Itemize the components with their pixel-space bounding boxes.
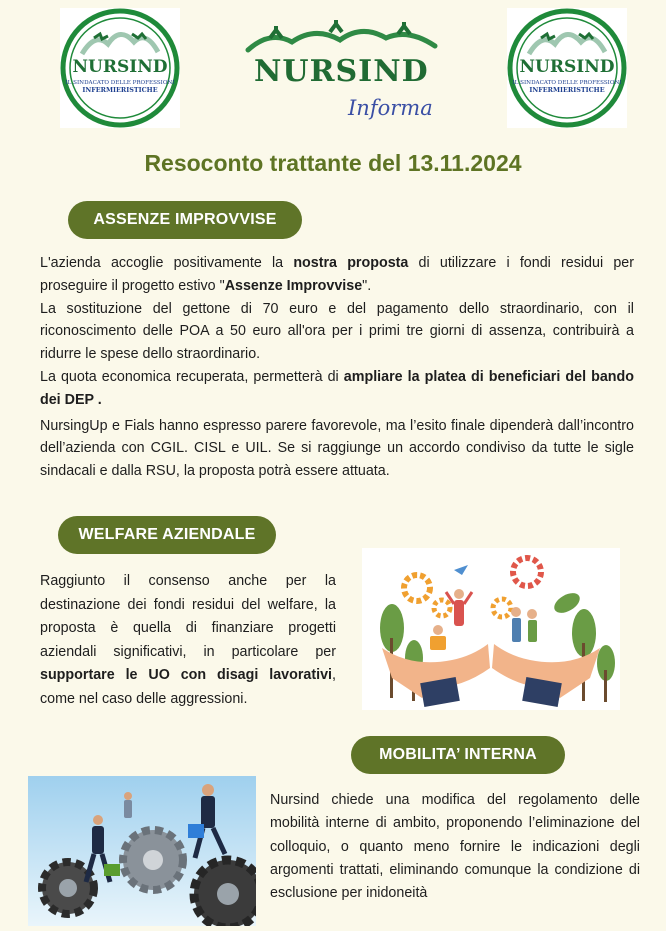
nursind-seal-icon: [507, 8, 627, 128]
welfare-illustration: [362, 548, 620, 710]
section-heading-assenze: ASSENZE IMPROVVISE: [68, 201, 302, 239]
section-body-mobilita: Nursind chiede una modifica del regolamento delle mobilità interne di ambito, proponendo l’eliminazione del colloquio, o quanto meno fornire le indicazioni degli argomenti trattati, eliminando comunque la condizione di esclusione per inidoneità: [270, 792, 640, 902]
paragraph: La quota economica recuperata, permetterà di ampliare la platea di beneficiari del bando dei DEP .: [40, 368, 634, 408]
seal-line2: INFERMIERISTICHE: [529, 86, 605, 94]
document-title: Resoconto trattante del 13.11.2024: [144, 150, 522, 176]
section-heading-mobilita: MOBILITA’ INTERNA: [351, 736, 565, 774]
seal-name: NURSIND: [72, 57, 168, 77]
paragraph: La sostituzione del gettone di 70 euro e del pagamento dello straordinario, con il riconoscimento delle POA a 50 euro all'ora per i primi tre giorni di assenza, contribuirà a ridurre le spese dello straordinario.: [40, 300, 634, 363]
nursind-logo-right: [507, 8, 627, 128]
brand-tagline: Informa: [348, 96, 433, 120]
paragraph: L'azienda accoglie positivamente la nostra proposta di utilizzare i fondi residui per proseguire il progetto estivo "Assenze Improvvise".: [40, 255, 634, 294]
seal-line1: IL SINDACATO DELLE PROFESSIONI: [65, 80, 175, 86]
brand-name: NURSIND: [254, 54, 429, 89]
section-heading-welfare: WELFARE AZIENDALE: [58, 516, 276, 554]
section-body-welfare: [40, 570, 336, 711]
nursind-brand: [230, 20, 460, 130]
seal-line1: IL SINDACATO DELLE PROFESSIONI: [512, 80, 622, 86]
nursind-seal-icon: [60, 8, 180, 128]
seal-name: NURSIND: [519, 57, 615, 77]
paragraph: NursingUp e Fials hanno espresso parere favorevole, ma l’esito finale dipenderà dall’incontro dell’azienda con CGIL. CISL e UIL. Se si raggiunge un accordo condiviso da tutte le sigle sindacali e dalla RSU, la proposta potrà essere attuata.: [40, 417, 634, 480]
section-body-assenze: [40, 252, 634, 483]
paragraph: Raggiunto il consenso anche per la destinazione dei fondi residui del welfare, la proposta è quella di finanziare progetti aziendali significativi, in particolare per supportare le UO con disagi lavorativi, come nel caso delle aggressioni.: [40, 573, 336, 707]
career-steps-icon: [28, 776, 256, 926]
helping-hands-icon: [362, 548, 620, 710]
nursind-logo-left: [60, 8, 180, 128]
seal-line2: INFERMIERISTICHE: [82, 86, 158, 94]
mobility-illustration: [28, 776, 256, 926]
